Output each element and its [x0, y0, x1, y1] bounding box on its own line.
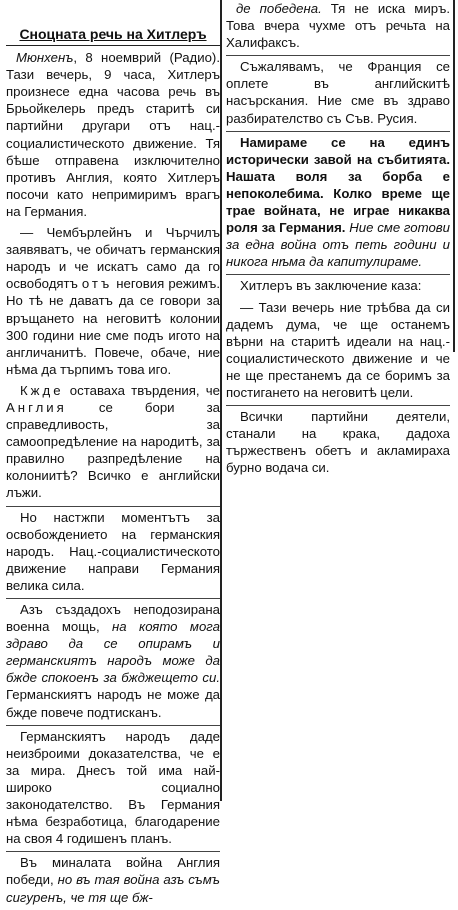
paragraph — [6, 728, 220, 848]
text-run: Азъ създадохъ неподозирана военна мощь, — [6, 602, 220, 635]
paragraph — [6, 509, 220, 594]
paragraph-rule — [6, 506, 220, 507]
text-run: , 8 ноемврий (Радио). Тази вечерь, 9 часа, Хитлеръ произнесе една часова речь въ Брьойкелерь предъ старитѣ си партийни другари отъ нац.-социалистическото движение. Тя бѣше отправена изключително противъ Англия, която Хитлеръ посочи като непримиримъ врагъ на Германия. — [6, 50, 220, 219]
paragraph-rule — [6, 598, 220, 599]
text-run: Намираме се на единъ исторически завой на събитията. Нашата воля за борба е непоколебима. Колко време ще трае войната, не играе никаква роля за Германия. — [226, 134, 450, 236]
paragraph — [6, 601, 220, 721]
paragraph — [6, 854, 220, 905]
paragraph — [226, 58, 450, 126]
text-run: Съжалявамъ, че Франция се оплете въ английскитѣ насърскания. Ние сме въ здраво разбирателство съ Съв. Русия. — [226, 59, 450, 126]
text-run: Англия — [6, 399, 67, 415]
text-run: отъ — [81, 276, 113, 292]
text-run: Всички партийни деятели, станали на крака, дадоха тържественъ обетъ и акламираха бурно водача си. — [226, 409, 450, 476]
paragraph — [6, 224, 220, 378]
paragraph-rule — [6, 725, 220, 726]
paragraph-rule — [226, 55, 450, 56]
paragraph — [226, 277, 450, 294]
paragraph-rule — [226, 405, 450, 406]
paragraph — [226, 0, 450, 51]
text-run: Германскиятъ народъ не може да бжде повече подтисканъ. — [6, 687, 220, 720]
text-run: оставаха твърдения, че — [63, 382, 220, 398]
paragraph-rule — [6, 851, 220, 852]
text-run: — Тази вечерь ние трѣбва да си дадемъ дума, че ще останемъ вѣрни на старитѣ идеали на нац.-социалистическото движение и че не ще престанемъ да се боримъ за постигането на неговитѣ цели. — [226, 299, 450, 400]
text-run: Кжде — [20, 382, 64, 398]
text-run: но въ тая война азъ съмъ сигуренъ, че тя ще бж- — [6, 872, 220, 905]
text-run: се бори за справедливость, за самоопредѣление на народитѣ, за правилно разпредѣление на колониитѣ? Всичко е английски лъжи. — [6, 399, 220, 501]
text-run: — Чембърлейнъ и Чърчилъ заявяватъ, че обичатъ германския народъ и че искатъ само да го освободятъ — [6, 225, 220, 292]
text-run: неговия режимъ. Но тѣ не даватъ да се говори за връщането на неговитѣ колонии 300 години ние сме подъ игото на англичанитѣ. Повече, обаче, ние нѣма да търпимъ това иго. — [6, 276, 220, 377]
paragraph — [226, 134, 450, 271]
right-column — [226, 0, 450, 480]
paragraph — [226, 408, 450, 476]
column-divider — [220, 0, 222, 801]
right-border — [453, 0, 455, 352]
text-run: Но настжпи моментътъ за освобождението на германския народъ. Нац.-социалистическото движение направи Германия велика сила. — [6, 509, 220, 593]
paragraph — [226, 299, 450, 402]
left-column-body — [6, 49, 220, 906]
paragraph — [6, 49, 220, 220]
article-title: Сноцната речь на Хитлеръ — [6, 0, 220, 46]
text-run: Мюнхенъ — [16, 50, 74, 66]
text-run: на която мога здраво да се опирамъ и германскиятъ народъ може да бжде спокоенъ за бжджещето си. — [6, 619, 220, 686]
right-column-body — [226, 0, 450, 476]
text-run: Хитлеръ въ заключение каза: — [240, 278, 422, 294]
text-run: Германскиятъ народъ даде неизброими доказателства, че е за мира. Днесъ той има най-широко социално законодателство. Въ Германия нѣма безработица, благодарение на своя 4 годишенъ планъ. — [6, 728, 220, 847]
left-column — [6, 0, 220, 910]
text-run: де победена. — [236, 1, 322, 16]
text-run: Ние сме готови за една война отъ петь години и никога нѣма да капитулираме. — [226, 220, 450, 270]
paragraph-rule — [226, 131, 450, 132]
paragraph-rule — [226, 274, 450, 275]
paragraph — [6, 382, 220, 502]
text-run: Тя не иска миръ. Това вчера чухме отъ речьта на Халифаксъ. — [226, 1, 450, 51]
text-run: Въ миналата война Англия победи, — [6, 855, 220, 888]
